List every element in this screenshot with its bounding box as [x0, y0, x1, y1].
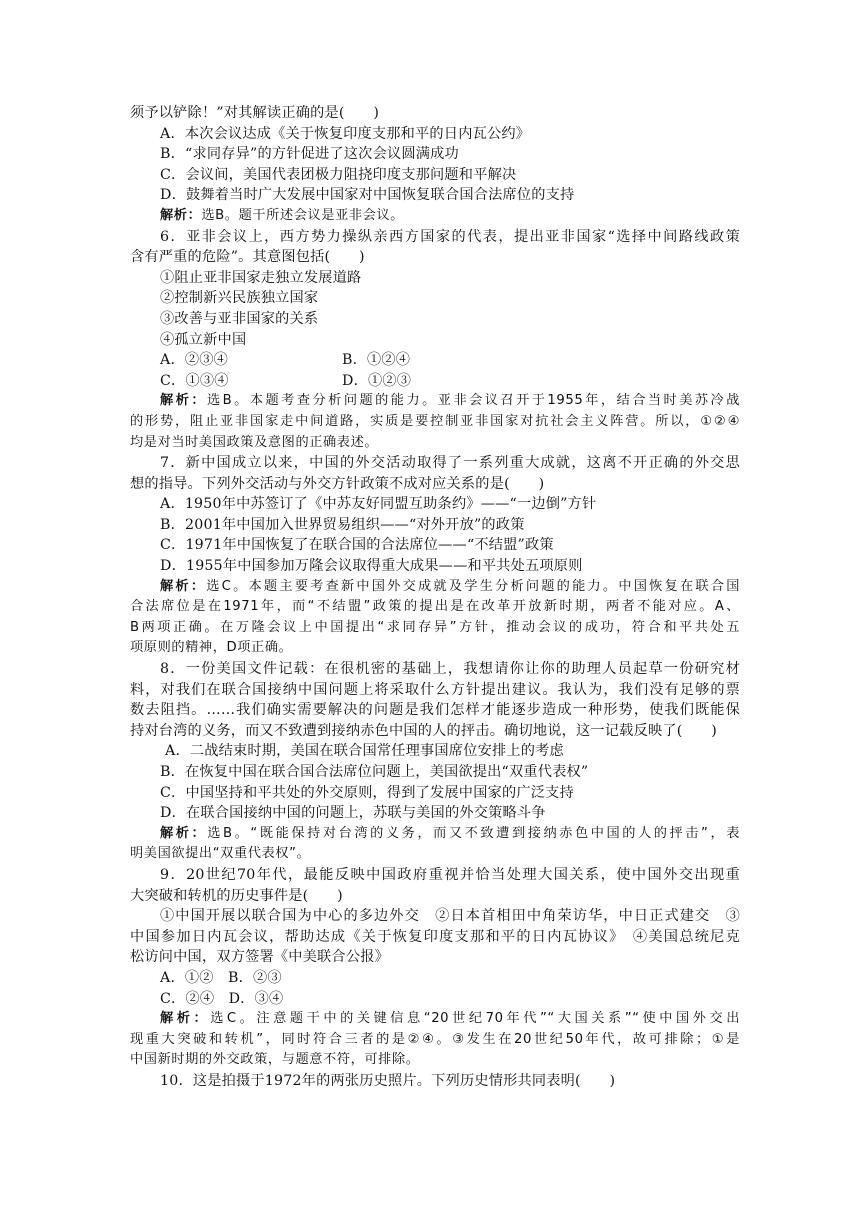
question-8	[130, 659, 740, 865]
explanation-text: 选C。本题主要考查新中国外交成就及学生分析问题的能力。中国恢复在联合国	[206, 578, 740, 594]
statement-3: ③改善与亚非国家的关系	[160, 310, 319, 327]
question-6	[130, 227, 740, 454]
option-c: C．①③④	[160, 372, 229, 389]
option-d: D．鼓舞着当时广大发展中国家对中国恢复联合国合法席位的支持	[160, 187, 575, 204]
explanation-label: 解析：	[160, 393, 207, 409]
question-5	[130, 103, 740, 227]
question-6-stem-line-1: 6．亚非会议上，西方势力操纵亲西方国家的代表，提出亚非国家“选择中间路线政策	[160, 228, 740, 245]
question-5-stem: 须予以铲除！”对其解读正确的是( )	[130, 105, 380, 121]
explanation	[130, 391, 740, 412]
explanation-label: 解析：	[160, 207, 202, 223]
explanation-label: 解析：	[160, 825, 208, 841]
option-a: A．1950年中苏签订了《中苏友好同盟互助条约》——“一边倒”方针	[160, 496, 597, 513]
statement-2: ②控制新兴民族独立国家	[160, 290, 319, 307]
explanation-line-3: B两项正确。在万隆会议上中国提出“求同存异”方针，推动会议的成功，符合和平共处五	[130, 619, 740, 635]
explanation-line-2: 的形势，阻止亚非国家走中间道路，实质是要控制亚非国家对抗社会主义阵营。所以，①②④	[130, 413, 740, 429]
option-b: B．2001年中国加入世界贸易组织——“对外开放”的政策	[160, 516, 525, 533]
option-c: C．会议间，美国代表团极力阻挠印度支那问题和平解决	[160, 166, 517, 183]
question-8-stem-line-2: 料，对我们在联合国接纳中国问题上将采取什么方针提出建议。我认为，我们没有足够的票	[130, 681, 740, 698]
statement-1: ①阻止亚非国家走独立发展道路	[160, 269, 362, 286]
explanation	[130, 824, 740, 845]
question-7	[130, 453, 740, 659]
option-c: C．中国坚持和平共处的外交原则，得到了发展中国家的广泛支持	[160, 784, 574, 801]
options-row-2: C．②④ D．③④	[160, 990, 284, 1007]
explanation-text: 选B。题干所述会议是亚非会议。	[201, 207, 405, 223]
explanation-line-2: 现重大突破和转机”，同时符合三者的是②④。③发生在20世纪50年代，故可排除；①是	[130, 1031, 740, 1047]
question-9-stem-line-2: 大突破和转机的历史事件是( )	[130, 887, 343, 904]
explanation	[130, 1009, 740, 1030]
explanation	[130, 577, 740, 598]
question-7-stem-line-1: 7．新中国成立以来，中国的外交活动取得了一系列重大成就，这离不开正确的外交思	[160, 455, 740, 472]
explanation-text: 选B。“既能保持对台湾的义务，而又不致遭到接纳赤色中国的人的抨击”，表	[207, 825, 740, 841]
options-row-1: A．①② B．②③	[160, 969, 282, 986]
option-b: B．①②④	[342, 352, 411, 369]
explanation-line-3: 中国新时期的外交政策，与题意不符，可排除。	[130, 1052, 420, 1068]
question-10-stem: 10．这是拍摄于1972年的两张历史照片。下列历史情形共同表明( )	[160, 1072, 616, 1089]
question-9	[130, 865, 740, 1071]
explanation-text: 选C。注意题干中的关键信息“20世纪70年代”“大国关系”“使中国外交出	[210, 1011, 740, 1027]
question-8-stem-line-4: 持对台湾的义务，而又不致遭到接纳赤色中国的人的抨击。确切地说，这一记载反映了( )	[130, 722, 717, 739]
explanation-line-2: 合法席位是在1971年，而“不结盟”政策的提出是在改革开放新时期，两者不能对应。A、	[130, 599, 740, 615]
explanation-label: 解析：	[160, 1011, 211, 1027]
option-d: D．①②③	[342, 372, 412, 389]
explanation-text: 选B。本题考查分析问题的能力。亚非会议召开于1955年，结合当时美苏冷战	[207, 393, 740, 409]
explanation-line-4: 项原则的精神，D项正确。	[130, 640, 293, 656]
options-row-2	[130, 371, 740, 392]
question-9-statements-line-2: 中国参加日内瓦会议，帮助达成《关于恢复印度支那和平的日内瓦协议》 ④美国总统尼克	[130, 928, 740, 945]
option-b: B．“求同存异”的方针促进了这次会议圆满成功	[160, 146, 459, 163]
question-6-stem-line-2: 含有严重的危险”。其意图包括( )	[130, 249, 365, 266]
question-8-stem-line-1: 8．一份美国文件记载：在很机密的基础上，我想请你让你的助理人员起草一份研究材	[160, 661, 740, 678]
question-9-statements-line-3: 松访问中国，双方签署《中美联合公报》	[130, 949, 389, 966]
option-a: A．②③④	[160, 352, 228, 369]
explanation-line-3: 均是对当时美国政策及意图的正确表述。	[130, 434, 379, 450]
statement-4: ④孤立新中国	[160, 331, 247, 348]
question-9-statements-line-1: ①中国开展以联合国为中心的多边外交 ②日本首相田中角荣访华，中日正式建交 ③	[160, 908, 740, 925]
explanation	[130, 206, 740, 227]
question-9-stem-line-1: 9．20世纪70年代，最能反映中国政府重视并恰当处理大国关系，使中国外交出现重	[160, 866, 740, 883]
option-a: A．二战结束时期，美国在联合国常任理事国席位安排上的考虑	[165, 743, 564, 760]
question-7-stem-line-2: 想的指导。下列外交活动与外交方针政策不成对应关系的是( )	[130, 475, 545, 492]
option-d: D．1955年中国参加万隆会议取得重大成果——和平共处五项原则	[160, 558, 583, 575]
options-row-1	[130, 350, 740, 371]
question-10	[130, 1071, 740, 1092]
option-c: C．1971年中国恢复了在联合国的合法席位——“不结盟”政策	[160, 537, 554, 554]
question-8-stem-line-3: 数去阻挡。……我们确实需要解决的问题是我们怎样才能逐步造成一种形势，使我们既能保	[130, 702, 740, 719]
option-d: D．在联合国接纳中国的问题上，苏联与美国的外交策略斗争	[160, 805, 546, 822]
option-b: B．在恢复中国在联合国合法席位问题上，美国欲提出“双重代表权”	[160, 764, 589, 780]
explanation-label: 解析：	[160, 578, 207, 594]
explanation-line-2: 明美国欲提出“双重代表权”。	[130, 846, 311, 862]
option-a: A．本次会议达成《关于恢复印度支那和平的日内瓦公约》	[160, 125, 531, 142]
